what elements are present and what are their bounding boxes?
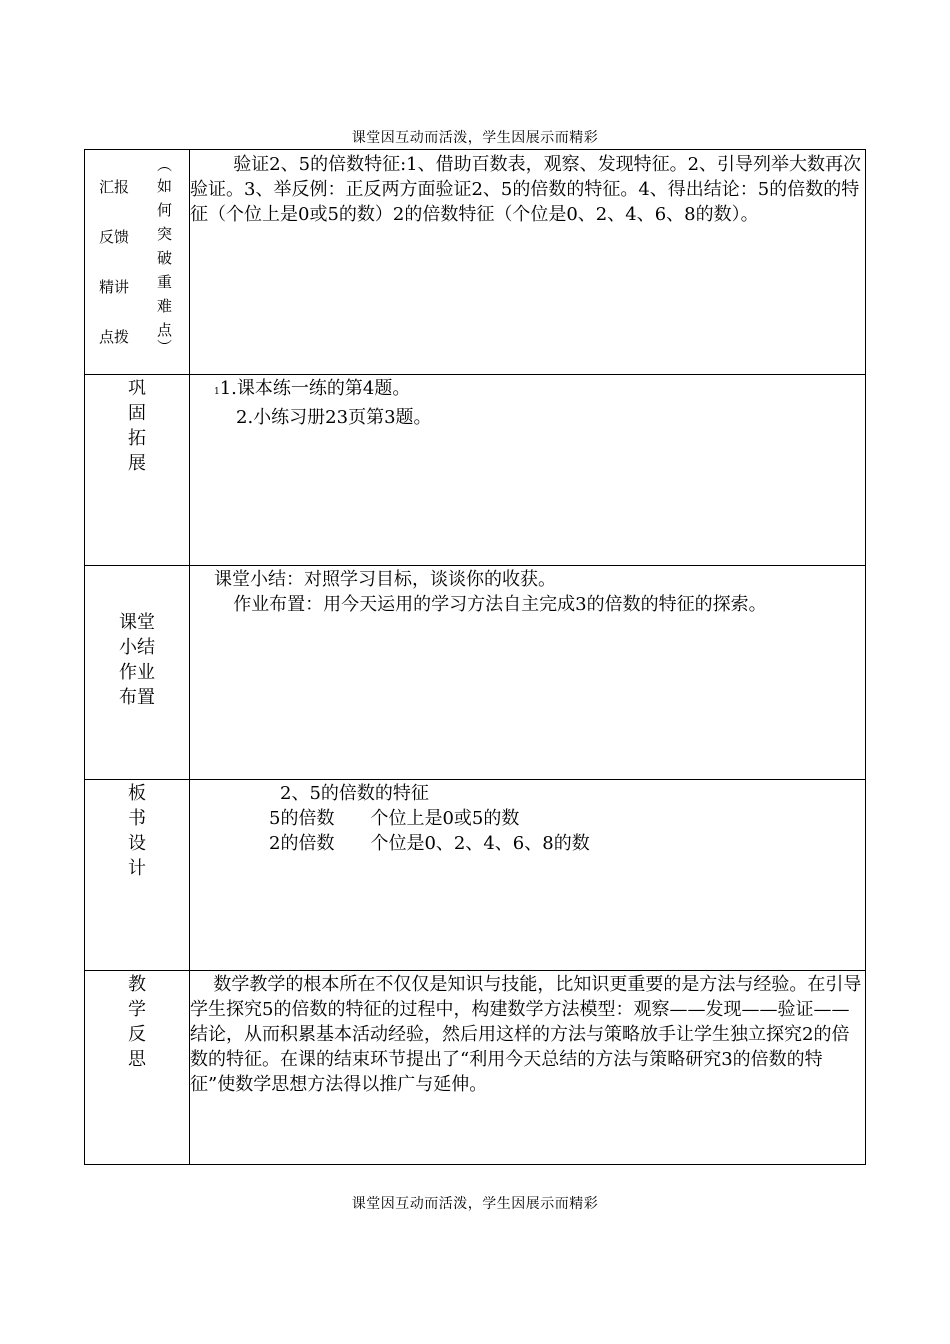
report-words [99,175,129,375]
class-summary: 课堂小结：对照学习目标，谈谈你的收获。 [214,569,556,590]
label-char: 巩 [128,378,146,399]
label-char: 难 [157,297,173,315]
label-char: 重 [157,273,173,291]
label-char: 破 [157,249,173,267]
exercise-item-2: 2.小练习册23页第3题。 [236,407,432,428]
label-char: 点 [157,321,173,339]
table-row-summary [85,566,866,780]
paren-open: ︵ [157,156,173,174]
consolidate-content-cell [190,375,866,566]
label-word: 点拨 [99,328,130,346]
board-line-2: 2的倍数 个位是0、2、4、6、8的数 [269,833,590,854]
label-char: 书 [128,808,146,829]
board-title: 2、5的倍数的特征 [280,783,429,804]
label-char: 拓 [128,428,146,449]
label-word: 汇报 [99,178,130,196]
board-line-5: 5的倍数 个位上是0或5的数 [269,808,520,829]
report-content-cell [190,150,866,375]
label-char: 何 [157,201,173,219]
list-marker: 1 [214,387,220,397]
table-row-reflection [85,971,866,1165]
summary-content-cell [190,566,866,780]
label-char: 设 [128,833,146,854]
label-char: 学 [128,999,146,1020]
label-word: 反馈 [99,228,130,246]
exercise-item-1: 11.课本练一练的第4题。 [214,378,411,399]
table-row-board [85,780,866,971]
label-char: 思 [128,1049,146,1070]
label-char: 反 [128,1024,146,1045]
label-word: 作业 [119,662,155,683]
label-char: 固 [128,403,146,424]
lesson-plan-table [84,149,866,1165]
reflection-content-cell [190,971,866,1165]
table-row-consolidate [85,375,866,566]
board-content-cell [190,780,866,971]
focus-vertical-label [157,156,173,356]
row-label-reflection [85,971,190,1165]
page-footer: 课堂因互动而活泼，学生因展示而精彩 [351,1196,599,1212]
label-char: 突 [157,225,173,243]
row-label-report [85,150,190,375]
label-word: 小结 [119,637,155,658]
label-char: 板 [128,783,146,804]
label-char: 展 [128,453,146,474]
reflection-content: 数学教学的根本所在不仅仅是知识与技能，比知识更重要的是方法与经验。在引导学生探究5的倍数的特征的过程中，构建数学方法模型：观察——发现——验证——结论，从而积累基本活动经验，然后用这样的方法与策略放手让学生独立探究2的倍数的特征。在课的结束环节提出了“利用今天总结的方法与策略研究3的倍数的特征”使数学思想方法得以推广与延伸。 [190,974,862,1095]
row-label-summary [85,566,190,780]
page-header: 课堂因互动而活泼，学生因展示而精彩 [351,130,599,146]
label-word: 布置 [119,687,155,708]
report-content: 验证2、5的倍数特征:1、借助百数表，观察、发现特征。2、引导列举大数再次验证。3、举反例：正反两方面验证2、5的倍数的特征。4、得出结论：5的倍数的特征（个位上是0或5的数）2的倍数特征（个位是0、2、4、6、8的数）。 [190,154,862,225]
table-row-report [85,150,866,375]
label-char: 如 [157,177,173,195]
homework: 作业布置：用今天运用的学习方法自主完成3的倍数的特征的探索。 [233,594,767,615]
label-char: 教 [128,974,146,995]
row-label-consolidate [85,375,190,566]
label-char: 计 [128,858,146,879]
row-label-board [85,780,190,971]
paren-close: ︶ [157,338,173,356]
label-word: 课堂 [119,612,155,633]
label-word: 精讲 [99,278,130,296]
